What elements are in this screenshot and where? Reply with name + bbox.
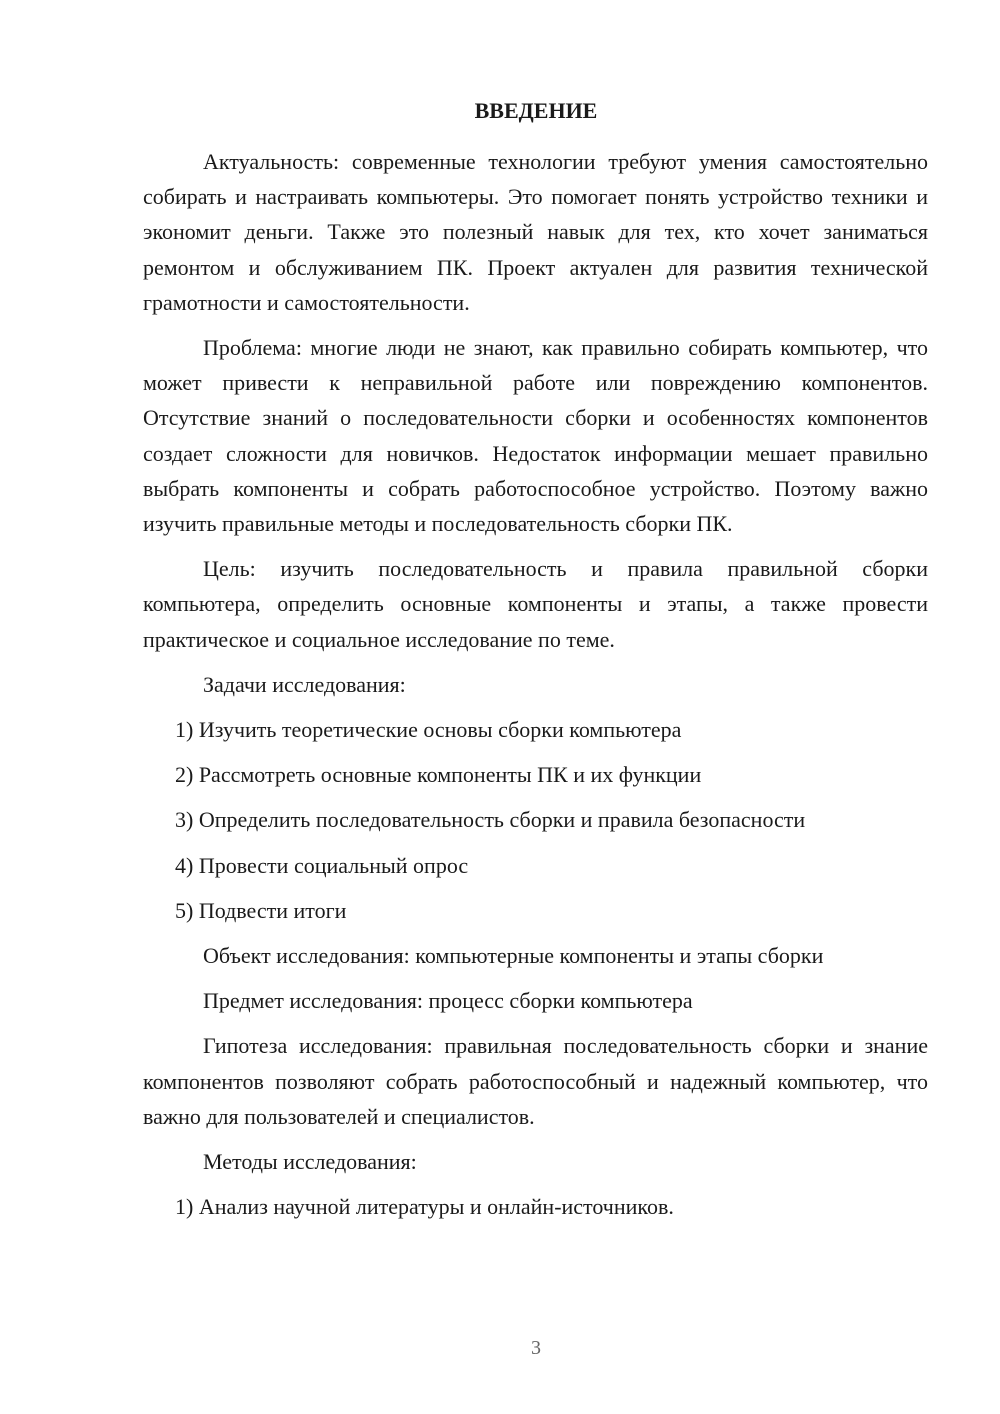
goal-paragraph: Цель: изучить последовательность и правила правильной сборки компьютера, определить основные компоненты и этапы, а также провести практическое и социальное исследование по теме. [143,556,928,652]
section-title: ВВЕДЕНИЕ [474,98,598,123]
list-item: 4) Провести социальный опрос [175,852,469,878]
tasks-list [143,712,928,928]
tasks-heading: Задачи исследования: [203,671,406,697]
page-number: 3 [531,1337,541,1359]
list-item: 3) Определить последовательность сборки и правила безопасности [175,807,806,833]
list-item: 1) Анализ научной литературы и онлайн-источников. [175,1194,674,1220]
document-body [143,144,928,1234]
methods-heading: Методы исследования: [203,1149,417,1175]
hypothesis-paragraph: Гипотеза исследования: правильная последовательность сборки и знание компонентов позволяют собрать работоспособный и надежный компьютер, что важно для пользователей и специалистов. [143,1033,928,1129]
relevance-paragraph: Актуальность: современные технологии требуют умения самостоятельно собирать и настраивать компьютеры. Это помогает понять устройство техники и экономит деньги. Также это полезный навык для тех, кто хочет заниматься ремонтом и обслуживанием ПК. Проект актуален для развития технической грамотности и самостоятельности. [143,149,928,315]
methods-list [143,1189,928,1224]
research-object: Объект исследования: компьютерные компоненты и этапы сборки [203,943,824,969]
list-item: 5) Подвести итоги [175,897,347,923]
research-subject: Предмет исследования: процесс сборки компьютера [203,988,693,1014]
problem-paragraph: Проблема: многие люди не знают, как правильно собирать компьютер, что может привести к неправильной работе или повреждению компонентов. Отсутствие знаний о последовательности сборки и особенностях компонентов создает сложности для новичков. Недостаток информации мешает правильно выбрать компоненты и собрать работоспособное устройство. Поэтому важно изучить правильные методы и последовательность сборки ПК. [143,335,928,537]
list-item: 2) Рассмотреть основные компоненты ПК и их функции [175,762,702,788]
list-item: 1) Изучить теоретические основы сборки компьютера [175,717,682,743]
